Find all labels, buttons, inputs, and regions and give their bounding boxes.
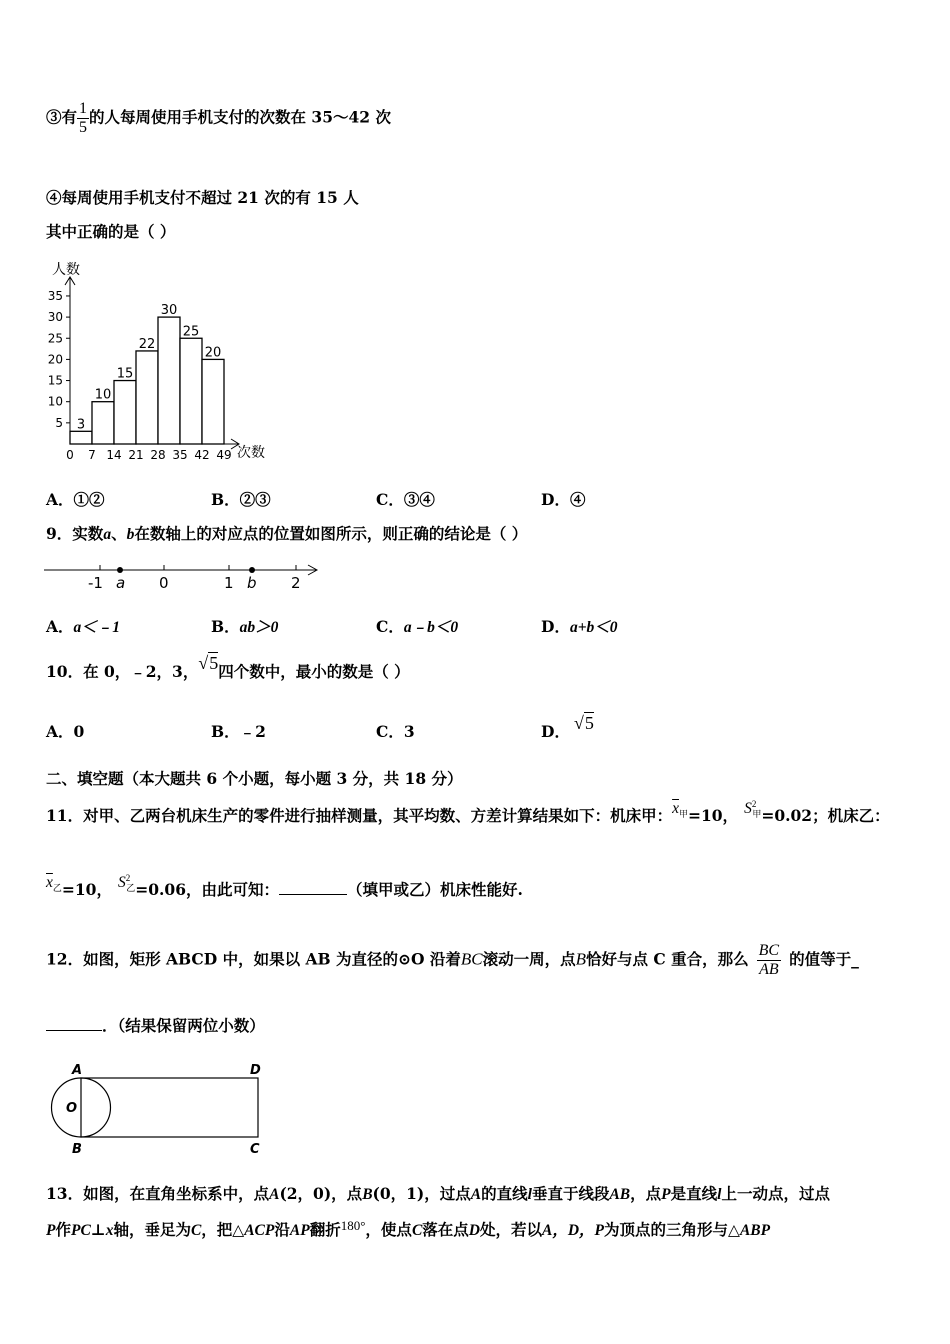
y-tick-label-20: 20 <box>47 352 63 367</box>
q9-option-a[interactable]: A．a＜﹣1 <box>46 617 121 636</box>
s2-jia: $S^2_甲$ <box>744 798 762 820</box>
bar-42-49 <box>202 359 224 444</box>
q11-answer-blank[interactable] <box>279 894 347 895</box>
rectangle-circle-figure <box>46 1062 276 1158</box>
number-line <box>40 558 330 598</box>
y-tick-label-5: 5 <box>55 415 63 430</box>
x-tick-label-7: 7 <box>88 448 96 462</box>
q10-stem: 10．在 0，﹣2，3，√5四个数中，最小的数是（ ） <box>46 653 410 681</box>
bar-value-label-0-7: 3 <box>76 417 86 433</box>
bar-value-label-42-49: 20 <box>204 345 222 361</box>
tick-label-minus-1: -1 <box>88 574 103 592</box>
bar-21-28 <box>136 351 158 444</box>
q10-option-d[interactable]: D． √5 <box>541 713 594 741</box>
q8-option-b[interactable]: B．②③ <box>211 490 271 509</box>
q8-option-c[interactable]: C．③④ <box>376 490 435 509</box>
x-tick-label-42: 42 <box>194 448 210 462</box>
q13-line-1: 13．如图，在直角坐标系中，点A(2，0)，点B(0，1)，过点A的直线l垂直于线段AB，点P是直线l上一动点，过点 <box>46 1184 830 1203</box>
x-tick-label-21: 21 <box>128 448 144 462</box>
sqrt-5: √5 <box>198 653 219 673</box>
label-a: A <box>72 1063 83 1078</box>
bar-35-42 <box>180 338 202 444</box>
histogram-chart <box>40 256 280 466</box>
bar-14-21 <box>114 381 136 444</box>
y-tick-label-25: 25 <box>47 331 63 346</box>
xbar-jia: $\overline{x}_甲$ <box>672 800 688 820</box>
x-tick-label-35: 35 <box>172 448 188 462</box>
q8-item-4: ④每周使用手机支付不超过 21 次的有 15 人 <box>46 188 359 207</box>
bar-value-label-7-14: 10 <box>94 387 112 403</box>
tick-label-0: 0 <box>159 574 169 592</box>
q8-item-3: ③有 $\frac{1}{5}$ 的人每周使用手机支付的次数在 35～42 次 <box>46 100 391 136</box>
q10-option-c[interactable]: C．3 <box>376 722 415 741</box>
q10-option-b[interactable]: B．﹣2 <box>211 722 266 741</box>
tick-label-2: 2 <box>291 574 301 592</box>
x-tick-label-28: 28 <box>150 448 166 462</box>
bar-28-35 <box>158 317 180 444</box>
q12-line-1: 12．如图，矩形 ABCD 中，如果以 AB 为直径的⊙O 沿着BC滚动一周，点B恰好与点 C 重合，那么 $\frac{BC}{AB}$ 的值等于_ <box>46 942 859 978</box>
bar-value-label-21-28: 22 <box>138 336 156 352</box>
q12-line-2: ．（结果保留两位小数） <box>46 1014 265 1036</box>
x-tick-label-14: 14 <box>106 448 122 462</box>
q11-line-1: 11．对甲、乙两台机床生产的零件进行抽样测量，其平均数、方差计算结果如下：机床甲：$\overline{x}_甲=10$， $S^2_甲=0.02$；机床乙： <box>46 798 890 825</box>
xbar-yi: $\overline{x}_乙$ <box>46 874 62 894</box>
bar-0-7 <box>70 431 92 444</box>
label-b: B <box>72 1142 82 1157</box>
q9-option-c[interactable]: C．a﹣b＜0 <box>376 617 459 636</box>
tick-label-1: 1 <box>224 574 234 592</box>
histogram-marks <box>48 277 239 462</box>
q11-line-2: $\overline{x}_乙=10$， $S^2_乙=0.06$，由此可知： （填甲或乙）机床性能好. <box>46 872 523 899</box>
s2-yi: $S^2_乙$ <box>117 872 136 894</box>
x-tick-label-0: 0 <box>66 448 74 462</box>
q8-prompt: 其中正确的是（ ） <box>46 222 176 241</box>
y-tick-label-35: 35 <box>47 288 63 303</box>
bar-value-label-14-21: 15 <box>116 366 134 382</box>
q12-answer-blank[interactable] <box>46 1030 102 1031</box>
point-b-dot <box>249 567 255 573</box>
q10-option-a[interactable]: A．0 <box>46 722 85 741</box>
fraction-one-fifth: $\frac{1}{5}$ <box>79 100 88 136</box>
q9-option-b[interactable]: B．ab＞0 <box>211 617 279 636</box>
y-tick-label-15: 15 <box>47 373 63 388</box>
q9-option-d[interactable]: D．a+b＜0 <box>541 617 618 636</box>
sqrt-5-option: √5 <box>573 713 594 733</box>
x-tick-label-49: 49 <box>216 448 232 462</box>
point-b-label: b <box>247 574 257 592</box>
section-heading-fill-in: 二、填空题（本大题共 6 个小题，每小题 3 分，共 18 分） <box>46 769 463 788</box>
label-d: D <box>250 1063 261 1078</box>
point-a-label: a <box>116 574 126 592</box>
label-o: O <box>66 1101 78 1116</box>
q8-option-a[interactable]: A．①② <box>46 490 105 509</box>
bar-7-14 <box>92 402 114 444</box>
point-a-dot <box>117 567 123 573</box>
bar-value-label-35-42: 25 <box>182 324 200 340</box>
y-tick-label-30: 30 <box>47 310 63 325</box>
bar-value-label-28-35: 30 <box>160 303 178 319</box>
fraction-bc-over-ab: $\frac{BC}{AB}$ <box>758 942 780 978</box>
x-axis-label: 次数 <box>237 445 265 461</box>
q8-option-d[interactable]: D．④ <box>541 490 586 509</box>
label-c: C <box>250 1142 260 1157</box>
y-tick-label-10: 10 <box>47 394 63 409</box>
y-axis-label: 人数 <box>52 262 80 278</box>
q9-stem: 9．实数a、b在数轴上的对应点的位置如图所示，则正确的结论是（ ） <box>46 524 528 543</box>
q13-line-2: P作PC⊥x轴，垂足为C，把△ACP沿AP翻折$^{180^\circ}$，使点C落在点D处，若以A，D，P为顶点的三角形与△ABP <box>46 1218 771 1239</box>
rectangle-abcd <box>81 1078 258 1137</box>
